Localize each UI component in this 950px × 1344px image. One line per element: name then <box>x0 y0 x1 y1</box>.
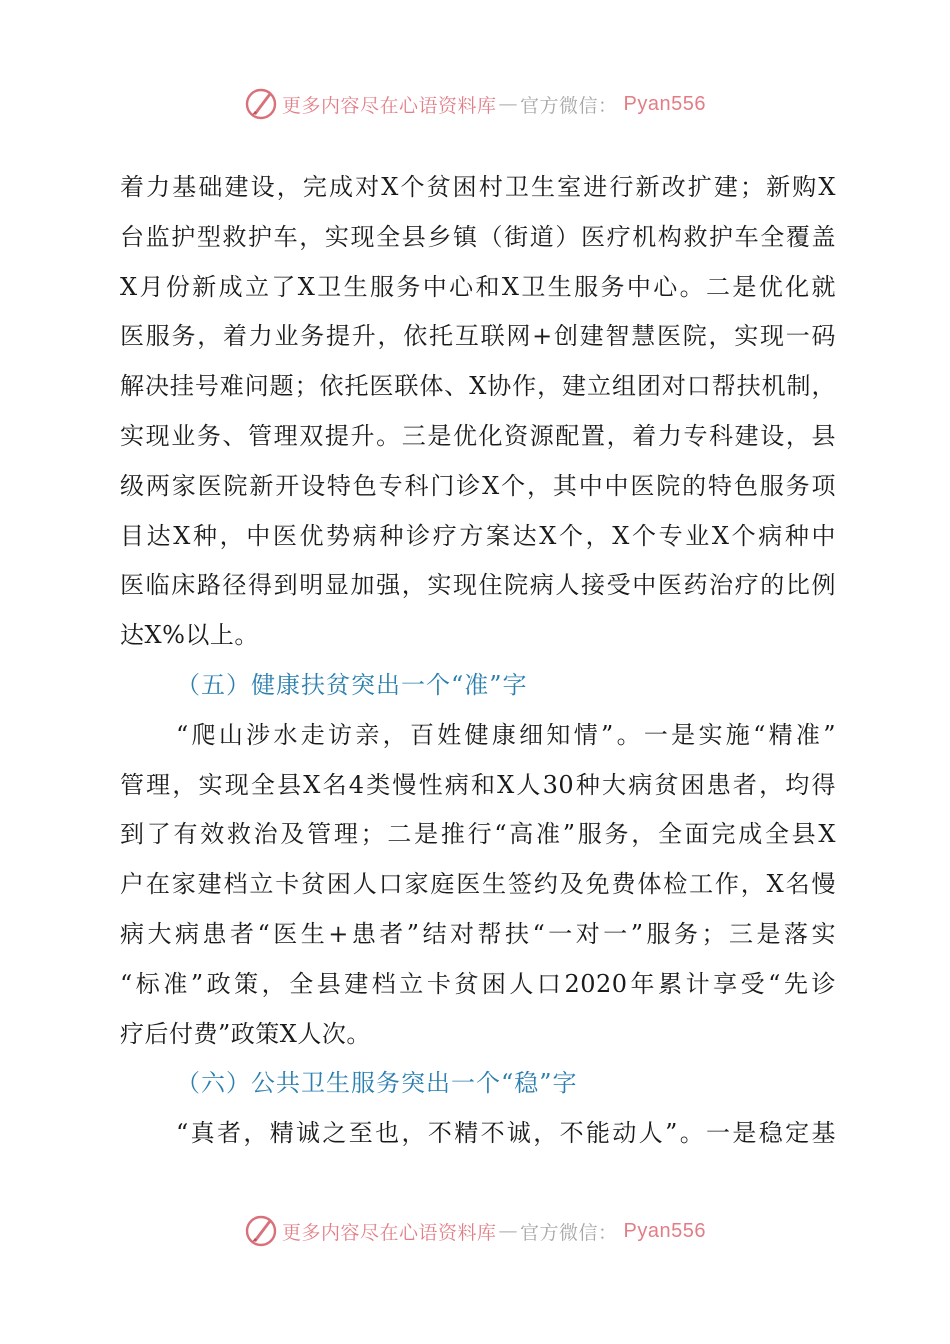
section-heading: （五）健康扶贫突出一个“准”字 <box>176 670 528 699</box>
quill-seal-logo-icon <box>244 1214 278 1248</box>
banner-main-text: 更多内容尽在心语资料库 <box>282 1221 497 1244</box>
paragraph-line: 户在家建档立卡贫困人口家庭医生签约及免费体检工作，X名慢 <box>120 870 836 899</box>
banner-separator: — <box>498 93 519 115</box>
paragraph-line: 到了有效救治及管理；二是推行“高准”服务，全面完成全县X <box>120 820 836 849</box>
paragraph-line: 实现业务、管理双提升。三是优化资源配置，着力专科建设，县 <box>120 421 836 450</box>
footer-banner <box>0 1211 950 1251</box>
paragraph-line: 疗后付费”政策X人次。 <box>120 1019 371 1048</box>
banner-official-label: 官方微信： <box>520 1221 618 1244</box>
banner-separator: — <box>498 1220 519 1242</box>
paragraph-line: “真者，精诚之至也，不精不诚，不能动人”。一是稳定基 <box>176 1119 836 1148</box>
paragraph-line: 病大病患者“医生+患者”结对帮扶“一对一”服务；三是落实 <box>120 919 836 948</box>
paragraph-line: 着力基础建设，完成对X个贫困村卫生室进行新改扩建；新购X <box>120 173 836 201</box>
paragraph-line: 达X%以上。 <box>120 621 259 650</box>
document-body <box>120 163 836 1159</box>
banner-text <box>282 91 706 118</box>
paragraph-line: 医临床路径得到明显加强，实现住院病人接受中医药治疗的比例 <box>120 571 836 600</box>
banner-text <box>282 1218 706 1245</box>
paragraph-line: X月份新成立了X卫生服务中心和X卫生服务中心。二是优化就 <box>120 272 836 301</box>
paragraph-line: 解决挂号难问题；依托医联体、X协作，建立组团对口帮扶机制， <box>120 372 836 401</box>
banner-account-id: Pyan556 <box>623 92 706 115</box>
paragraph-line: “爬山涉水走访亲，百姓健康细知情”。一是实施“精准” <box>176 720 836 749</box>
header-banner <box>0 84 950 124</box>
paragraph-line: 目达X种，中医优势病种诊疗方案达X个，X个专业X个病种中 <box>120 521 836 550</box>
banner-main-text: 更多内容尽在心语资料库 <box>282 94 497 117</box>
paragraph-line: 管理，实现全县X名4类慢性病和X人30种大病贫困患者，均得 <box>120 770 836 799</box>
quill-seal-logo-icon <box>244 87 278 121</box>
paragraph-line: 医服务，着力业务提升，依托互联网+创建智慧医院，实现一码 <box>120 322 836 351</box>
paragraph-line: 台监护型救护车，实现全县乡镇（街道）医疗机构救护车全覆盖 <box>120 222 836 251</box>
banner-account-id: Pyan556 <box>623 1219 706 1242</box>
banner-official-label: 官方微信： <box>520 94 618 117</box>
paragraph-line: “标准”政策，全县建档立卡贫困人口2020年累计享受“先诊 <box>120 969 836 998</box>
section-heading: （六）公共卫生服务突出一个“稳”字 <box>176 1069 578 1098</box>
paragraph-line: 级两家医院新开设特色专科门诊X个，其中中医院的特色服务项 <box>120 471 836 500</box>
